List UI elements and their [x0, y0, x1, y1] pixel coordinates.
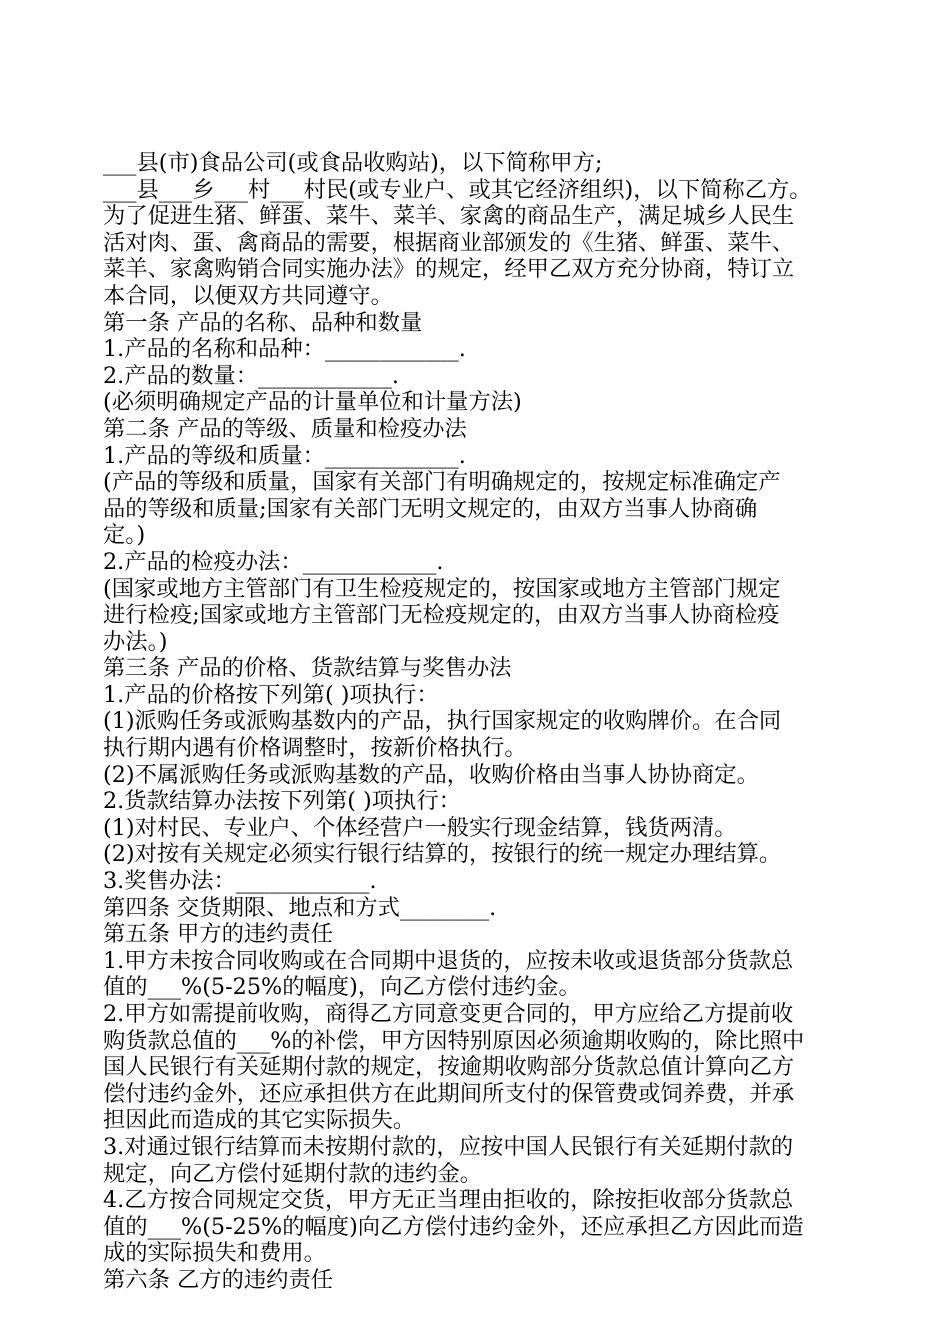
text-line: 成的实际损失和费用。	[103, 1240, 326, 1267]
text-line: (必须明确规定产品的计量单位和计量方法)	[103, 389, 522, 416]
text-line: 品的等级和质量;国家有关部门无明文规定的，由双方当事人协商确	[103, 495, 758, 522]
text-line: 执行期内遇有价格调整时，按新价格执行。	[103, 735, 527, 762]
text-line: (1)对村民、专业户、个体经营户一般实行现金结算，钱货两清。	[103, 814, 737, 841]
text-line: 购货款总值的___%的补偿，甲方因特别原因必须逾期收购的，除比照中	[103, 1027, 805, 1054]
text-line: 本合同，以便双方共同遵守。	[103, 282, 393, 309]
text-line: 偿付违约金外，还应承担供方在此期间所支付的保管费或饲养费，并承	[103, 1080, 795, 1107]
text-line: 3.对通过银行结算而未按期付款的，应按中国人民银行有关延期付款的	[103, 1133, 794, 1160]
text-line: (产品的等级和质量，国家有关部门有明确规定的，按规定标准确定产	[103, 469, 781, 496]
section-heading: 第二条 产品的等级、质量和检疫办法	[103, 415, 467, 442]
text-line: 规定，向乙方偿付延期付款的违约金。	[103, 1160, 483, 1187]
text-line: 2.产品的数量：____________.	[103, 362, 399, 389]
text-line: 定。)	[103, 522, 146, 549]
text-line: (2)不属派购任务或派购基数的产品，收购价格由当事人协协商定。	[103, 761, 759, 788]
text-line: 2.货款结算办法按下列第( )项执行：	[103, 788, 461, 815]
text-line: 2.产品的检疫办法：____________.	[103, 548, 444, 575]
text-line: 为了促进生猪、鲜蛋、菜牛、菜羊、家禽的商品生产，满足城乡人民生	[103, 203, 795, 230]
text-line: 1.甲方未按合同收购或在合同期中退货的，应按未收或退货部分货款总	[103, 947, 794, 974]
section-heading: 第六条 乙方的违约责任	[103, 1266, 334, 1293]
text-line: 担因此而造成的其它实际损失。	[103, 1107, 416, 1134]
text-line: 进行检疫;国家或地方主管部门无检疫规定的，由双方当事人协商检疫	[103, 602, 780, 629]
text-line: 办法。)	[103, 628, 168, 655]
text-line: 1.产品的名称和品种：____________.	[103, 336, 466, 363]
text-line: (2)对按有关规定必须实行银行结算的，按银行的统一规定办理结算。	[103, 841, 782, 868]
text-line: ___县(市)食品公司(或食品收购站)，以下简称甲方;	[103, 150, 603, 176]
text-line: 2.甲方如需提前收购，商得乙方同意变更合同的，甲方应给乙方提前收	[103, 1001, 794, 1027]
text-line: 4.乙方按合同规定交货，甲方无正当理由拒收的，除按拒收部分货款总	[103, 1187, 794, 1214]
section-heading: 第一条 产品的名称、品种和数量	[103, 309, 423, 336]
text-line: 3.奖售办法：____________.	[103, 868, 377, 895]
section-heading: 第五条 甲方的违约责任	[103, 921, 334, 948]
text-line: 菜羊、家禽购销合同实施办法》的规定，经甲乙双方充分协商，特订立	[103, 256, 795, 283]
text-line: 值的___%(5-25%的幅度)向乙方偿付违约金外，还应承担乙方因此而造	[103, 1213, 804, 1240]
text-line: 国人民银行有关延期付款的规定，按逾期收购部分货款总值计算向乙方	[103, 1054, 795, 1081]
text-line: 1.产品的价格按下列第( )项执行：	[103, 681, 439, 708]
section-heading: 第四条 交货期限、地点和方式________.	[103, 894, 497, 921]
text-line: (1)派购任务或派购基数内的产品，执行国家规定的收购牌价。在合同	[103, 708, 782, 735]
text-line: ___县___乡___村___村民(或专业户、或其它经济组织)，以下简称乙方。	[103, 176, 812, 203]
text-line: 值的___%(5-25%的幅度)，向乙方偿付违约金。	[103, 974, 581, 1001]
text-line: (国家或地方主管部门有卫生检疫规定的，按国家或地方主管部门规定	[103, 575, 781, 602]
text-line: 1.产品的等级和质量：____________.	[103, 442, 466, 469]
contract-document	[103, 150, 863, 1294]
section-heading: 第三条 产品的价格、货款结算与奖售办法	[103, 655, 512, 682]
text-line: 活对肉、蛋、禽商品的需要，根据商业部颁发的《生猪、鲜蛋、菜牛、	[103, 229, 795, 256]
